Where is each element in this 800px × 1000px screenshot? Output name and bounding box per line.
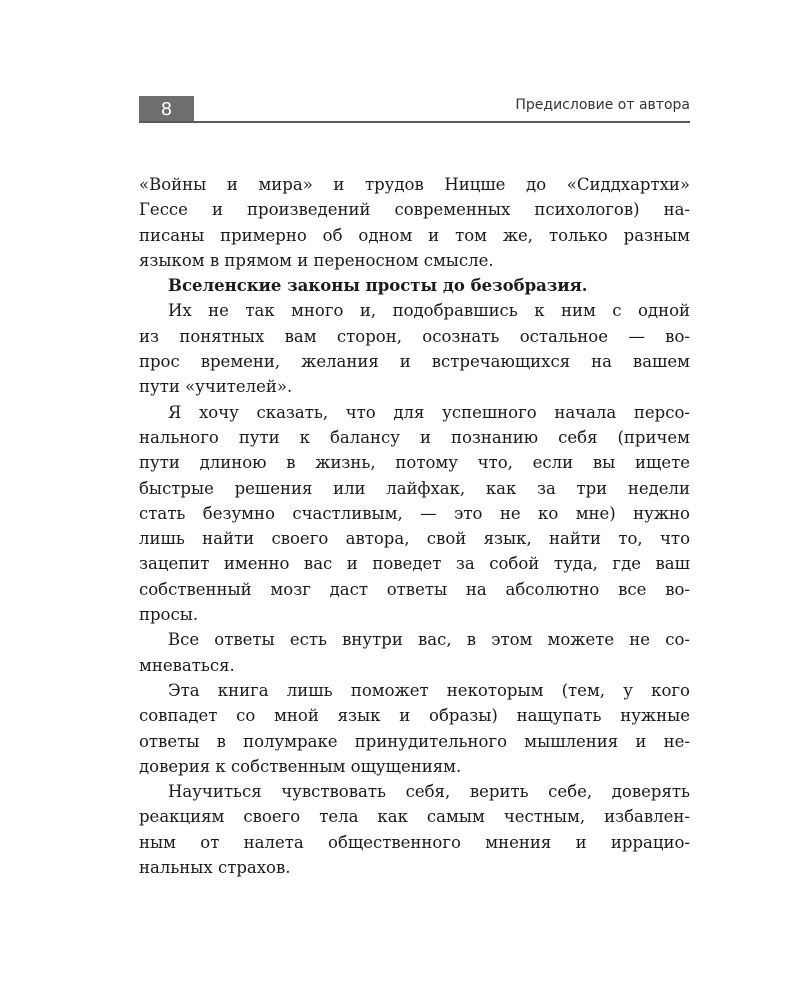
text-line: совпадет со мной язык и образы) нащупать нужные	[139, 706, 690, 726]
text-line: прос времени, желания и встречающихся на вашем	[139, 352, 690, 372]
text-line: стать безумно счастливым, — это не ко мне) нужно	[139, 503, 690, 523]
page-number: 8	[139, 96, 194, 123]
text-line: мневаться.	[139, 655, 235, 675]
text-line: пути «учителей».	[139, 377, 293, 397]
text-line: доверия к собственным ощущениям.	[139, 756, 462, 776]
text-line: реакциям своего тела как самым честным, избавлен-	[139, 807, 690, 827]
text-line: лишь найти своего автора, свой язык, найти то, что	[139, 529, 690, 549]
body-text	[139, 172, 690, 880]
text-line: из понятных вам сторон, осознать остальное — во-	[139, 326, 690, 346]
text-line: пути длиною в жизнь, потому что, если вы ищете	[139, 453, 690, 473]
header-rule	[139, 121, 690, 123]
text-line: писаны примерно об одном и том же, только разным	[139, 225, 690, 245]
page-header	[139, 96, 690, 124]
text-line: ответы в полумраке принудительного мышления и не-	[139, 731, 690, 751]
text-line: собственный мозг даст ответы на абсолютно все во-	[139, 579, 690, 599]
text-line: Гессе и произведений современных психологов) на-	[139, 200, 690, 220]
text-line: ным от налета общественного мнения и иррацио-	[139, 832, 690, 852]
text-line: нального пути к балансу и познанию себя (причем	[139, 427, 690, 447]
text-line: быстрые решения или лайфхак, как за три недели	[139, 478, 690, 498]
text-line: языком в прямом и переносном смысле.	[139, 250, 494, 270]
text-line: зацепит именно вас и поведет за собой туда, где ваш	[139, 554, 690, 574]
running-head: Предисловие от автора	[515, 97, 690, 113]
text-line: «Войны и мира» и трудов Ницше до «Сиддхартхи»	[139, 175, 690, 194]
text-line: Вселенские законы просты до безобразия.	[168, 276, 588, 296]
text-line: нальных страхов.	[139, 858, 291, 878]
text-line: просы.	[139, 605, 199, 625]
text-line: Я хочу сказать, что для успешного начала персо-	[168, 402, 690, 422]
text-line: Их не так много и, подобравшись к ним с одной	[168, 301, 690, 321]
text-line: Все ответы есть внутри вас, в этом можете не со-	[168, 630, 690, 650]
text-line: Эта книга лишь поможет некоторым (тем, у кого	[168, 680, 690, 700]
text-line: Научиться чувствовать себя, верить себе, доверять	[168, 782, 690, 802]
